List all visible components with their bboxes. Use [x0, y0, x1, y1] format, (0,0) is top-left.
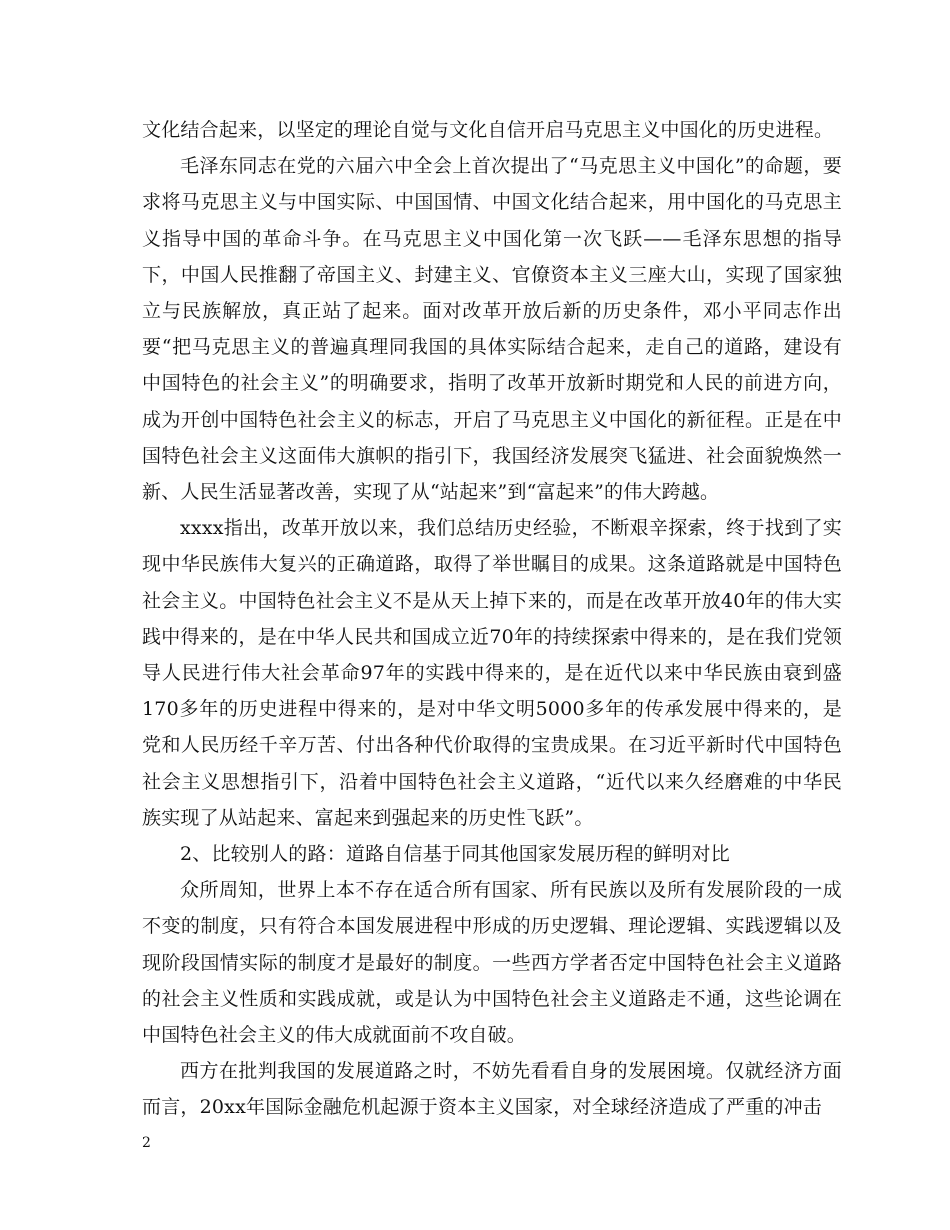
paragraph-socialist-path: xxxx指出，改革开放以来，我们总结历史经验，不断艰辛探索，终于找到了实现中华民族伟大复兴的正确道路，取得了举世瞩目的成果。这条道路就是中国特色社会主义。中国特色社会主义不是从天上掉下来的，而是在改革开放40年的伟大实践中得来的，是在中华人民共和国成立近70年的持续探索中得来的，是在我们党领导人民进行伟大社会革命97年的实践中得来的，是在近代以来中华民族由衰到盛170多年的历史进程中得来的，是对中华文明5000多年的传承发展中得来的，是党和人民历经千辛万苦、付出各种代价取得的宝贵成果。在习近平新时代中国特色社会主义思想指引下，沿着中国特色社会主义道路，“近代以来久经磨难的中华民族实现了从站起来、富起来到强起来的历史性飞跃”。 — [142, 517, 842, 829]
section-heading: 2、比较别人的路：道路自信基于同其他国家发展历程的鲜明对比 — [180, 843, 730, 866]
document-body — [142, 112, 842, 1126]
paragraph-no-universal-system: 众所周知，世界上本不存在适合所有国家、所有民族以及所有发展阶段的一成不变的制度，只有符合本国发展进程中形成的历史逻辑、理论逻辑、实践逻辑以及现阶段国情实际的制度才是最好的制度。一些西方学者否定中国特色社会主义道路的社会主义性质和实践成就，或是认为中国特色社会主义道路走不通，这些论调在中国特色社会主义的伟大成就面前不攻自破。 — [142, 879, 842, 1047]
paragraph-mao-sinicization: 毛泽东同志在党的六届六中全会上首次提出了“马克思主义中国化”的命题，要求将马克思主义与中国实际、中国国情、中国文化结合起来，用中国化的马克思主义指导中国的革命斗争。在马克思主义中国化第一次飞跃——毛泽东思想的指导下，中国人民推翻了帝国主义、封建主义、官僚资本主义三座大山，实现了国家独立与民族解放，真正站了起来。面对改革开放后新的历史条件，邓小平同志作出要“把马克思主义的普遍真理同我国的具体实际结合起来，走自己的道路，建设有中国特色的社会主义”的明确要求，指明了改革开放新时期党和人民的前进方向，成为开创中国特色社会主义的标志，开启了马克思主义中国化的新征程。正是在中国特色社会主义这面伟大旗帜的指引下，我国经济发展突飞猛进、社会面貌焕然一新、人民生活显著改善，实现了从“站起来”到“富起来”的伟大跨越。 — [142, 155, 842, 504]
page-number: 2 — [142, 1135, 151, 1151]
paragraph-continuation: 文化结合起来，以坚定的理论自觉与文化自信开启马克思主义中国化的历史进程。 — [142, 119, 834, 141]
paragraph-western-dilemma: 西方在批判我国的发展道路之时，不妨先看看自身的发展困境。仅就经济方面而言，20xx年国际金融危机起源于资本主义国家，对全球经济造成了严重的冲击 — [142, 1060, 842, 1119]
